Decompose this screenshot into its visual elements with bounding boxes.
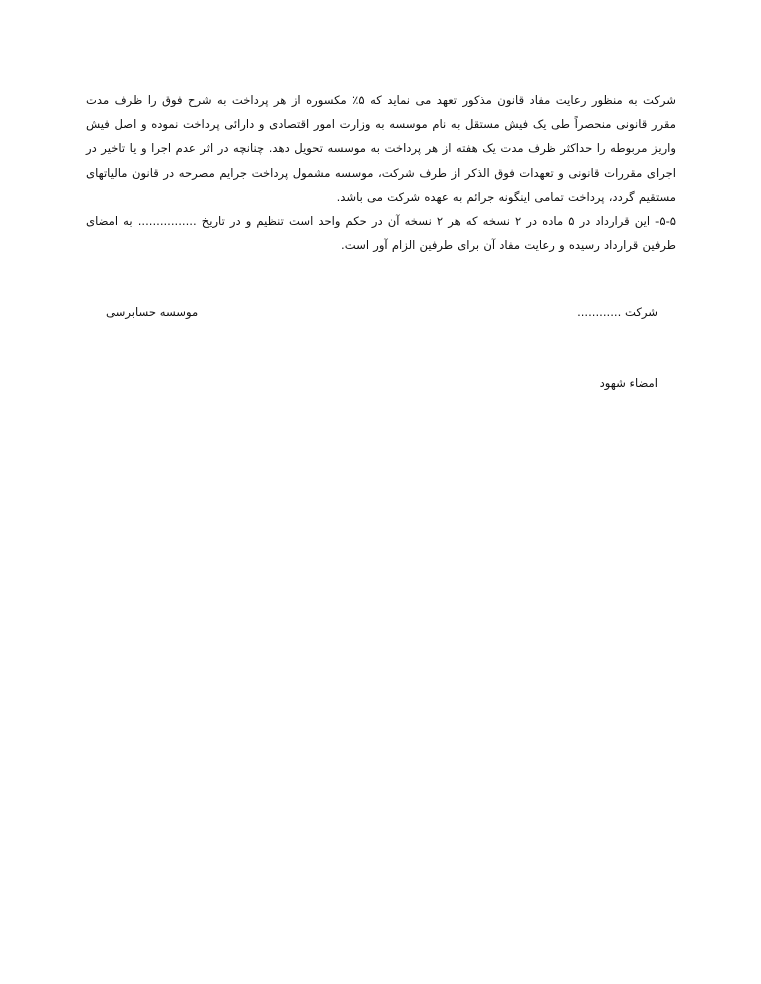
contract-clause-5-5: ۵-۵- این قرارداد در ۵ ماده در ۲ نسخه که هر ۲ نسخه آن در حکم واحد است تنظیم و در تاریخ ................ به امضای طرفین قرارداد رسیده و رعایت مفاد آن برای طرفین الزام آور است. <box>86 214 676 253</box>
contract-text <box>86 88 676 257</box>
witness-signature-label: امضاء شهود <box>599 376 658 390</box>
tax-obligation-paragraph: شرکت به منظور رعایت مفاد قانون مذکور تعهد می نماید که ۵٪ مکسوره از هر پرداخت به شرح فوق را ظرف مدت مقرر قانونی منحصراً طی یک فیش مستقل به نام موسسه به وزارت امور اقتصادی و دارائی پرداخت نموده و اصل فیش واریز مربوطه را حداکثر ظرف مدت یک هفته از هر پرداخت به موسسه تحویل دهد. چنانچه در اثر عدم اجرا و یا تاخیر در اجرای مقررات قانونی و تعهدات فوق الذکر از طرف شرکت، موسسه مشمول پرداخت جرایم مصرحه در قانون مالیاتهای مستقیم گردد، پرداخت تمامی اینگونه جرائم به عهده شرکت می باشد. <box>86 93 677 204</box>
company-signature-label: شرکت ............ <box>577 305 658 319</box>
audit-firm-signature-label: موسسه حسابرسی <box>106 305 199 319</box>
